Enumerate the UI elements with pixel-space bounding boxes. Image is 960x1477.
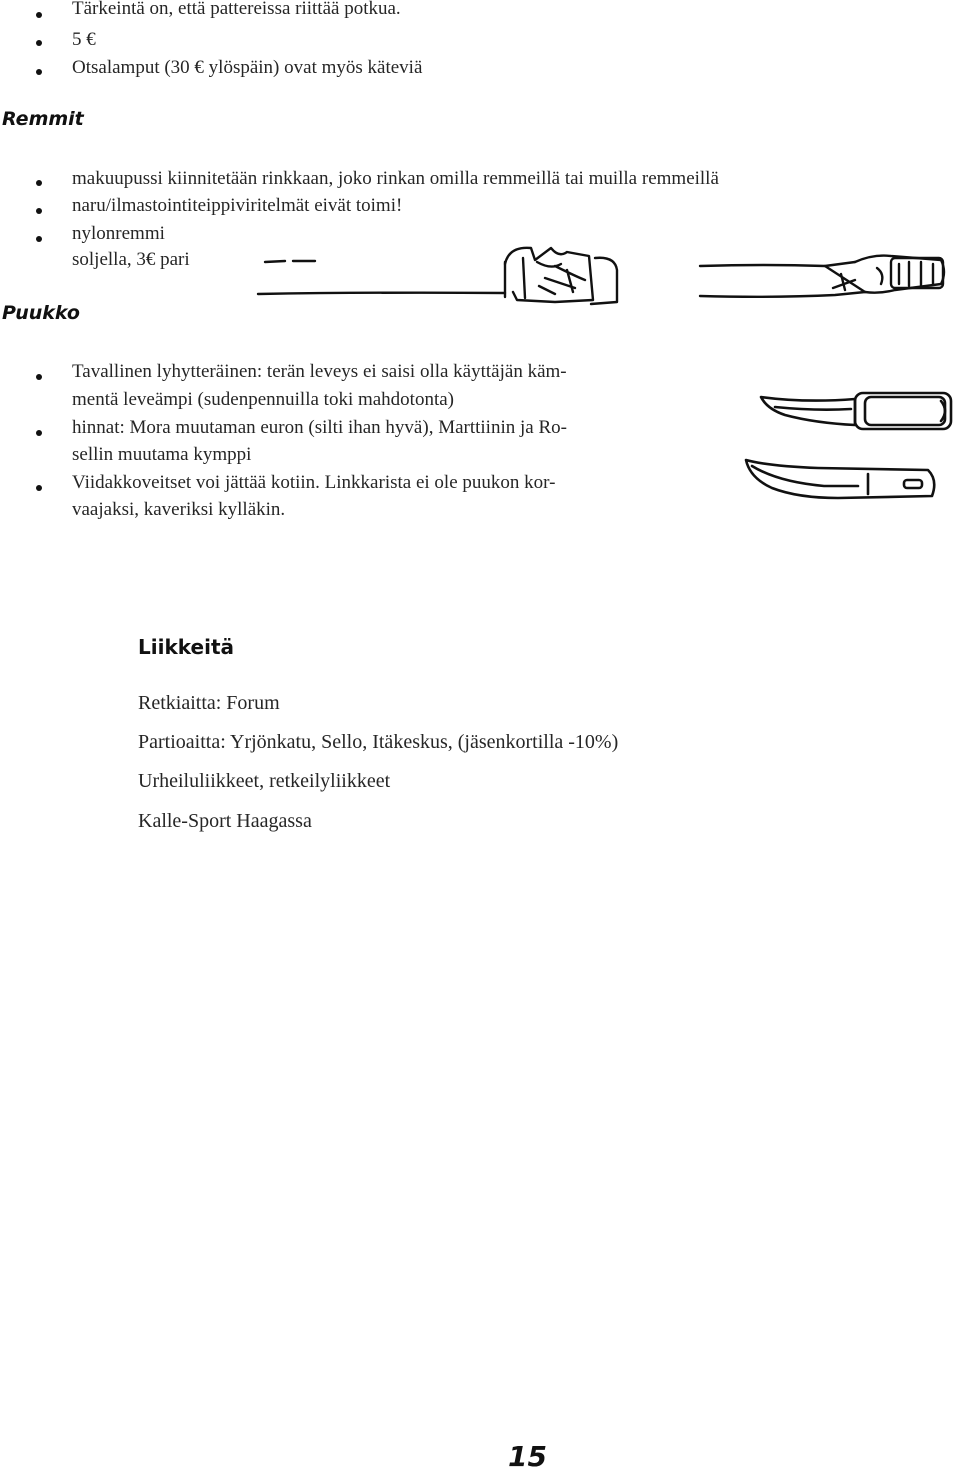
- list-item: 5 €: [72, 29, 96, 50]
- list-item: Tavallinen lyhytteräinen: terän leveys ei saisi olla käyttäjän käm-: [72, 361, 567, 382]
- store-line: Partioaitta: Yrjönkatu, Sello, Itäkeskus, (jäsenkortilla -10%): [138, 731, 619, 753]
- bullet-icon: [36, 180, 42, 186]
- bullet-icon: [36, 208, 42, 214]
- bullet-icon: [36, 430, 42, 436]
- list-item-continuation: mentä leveämpi (sudenpennuilla toki mahdotonta): [72, 389, 455, 410]
- store-line: Urheiluliikkeet, retkeilyliikkeet: [138, 770, 391, 792]
- section-title-liikkeita: Liikkeitä: [138, 635, 234, 659]
- list-item: makuupussi kiinnitetään rinkkaan, joko rinkan omilla remmeillä tai muilla remmeillä: [72, 168, 719, 189]
- knife-drawing-icon: [755, 385, 960, 435]
- page-number: 15: [508, 1440, 547, 1473]
- list-item-continuation: vaajaksi, kaveriksi kylläkin.: [72, 499, 286, 520]
- list-item: naru/ilmastointiteippiviritelmät eivät toimi!: [72, 195, 403, 216]
- list-item: Tärkeintä on, että pattereissa riittää potkua.: [72, 0, 401, 19]
- bullet-icon: [36, 374, 42, 380]
- list-item: Viidakkoveitset voi jättää kotiin. Linkkarista ei ole puukon kor-: [72, 472, 556, 493]
- bullet-icon: [36, 69, 42, 75]
- bullet-icon: [36, 40, 42, 46]
- bullet-icon: [36, 485, 42, 491]
- section-heading-remmit: Remmit: [2, 108, 84, 130]
- list-item: Otsalamput (30 € ylöspäin) ovat myös käteviä: [72, 57, 423, 78]
- list-item: hinnat: Mora muutaman euron (silti ihan hyvä), Marttiinin ja Ro-: [72, 417, 567, 438]
- section-heading-puukko: Puukko: [2, 302, 80, 324]
- strap-buckle-drawing-icon: [255, 240, 635, 310]
- bullet-icon: [36, 12, 42, 18]
- bullet-icon: [36, 236, 42, 242]
- list-item: nylonremmi: [72, 223, 165, 244]
- store-line: Kalle-Sport Haagassa: [138, 810, 312, 832]
- list-item-continuation: sellin muutama kymppi: [72, 444, 252, 465]
- knife-sheath-drawing-icon: [738, 452, 948, 512]
- store-line: Retkiaitta: Forum: [138, 692, 280, 714]
- list-item-continuation: soljella, 3€ pari: [72, 249, 190, 270]
- strap-buckle-drawing-icon: [695, 240, 955, 310]
